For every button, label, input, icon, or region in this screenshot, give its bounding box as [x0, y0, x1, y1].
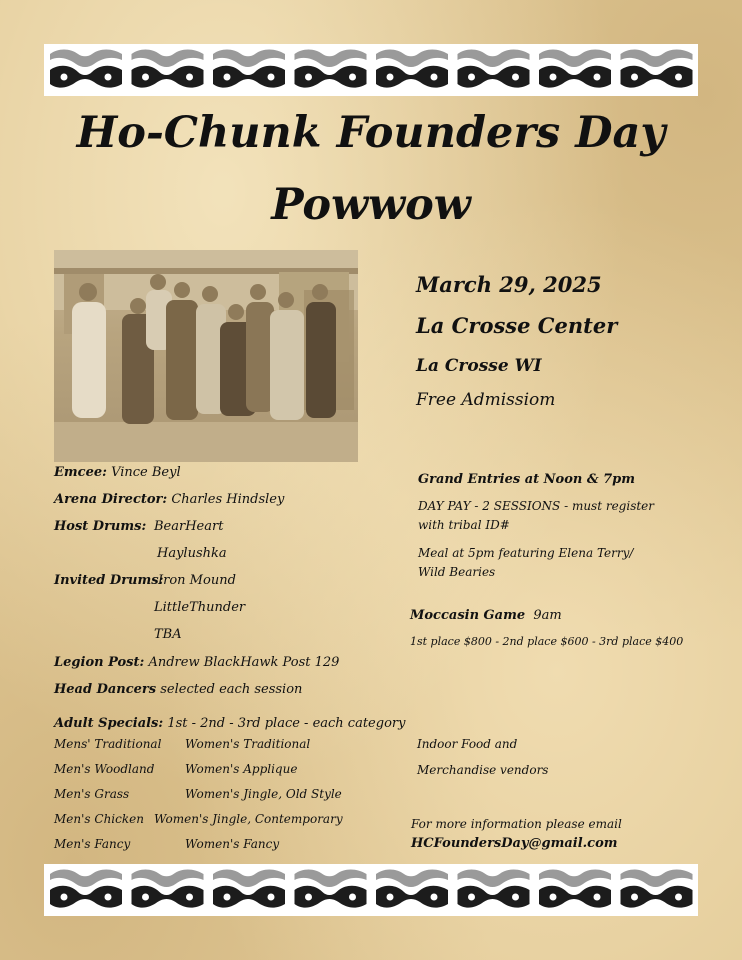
emcee-line — [54, 465, 181, 480]
arena-director-value: Charles Hindsley — [171, 492, 285, 507]
category-men-2: Men's Woodland — [54, 762, 155, 776]
category-women-2: Women's Applique — [185, 762, 298, 776]
invited-drum-2: LittleThunder — [154, 600, 246, 615]
category-men-5: Men's Fancy — [54, 837, 131, 851]
vendors-line-2: Merchandise vendors — [417, 763, 549, 777]
adult-specials-value: 1st - 2nd - 3rd place - each category — [167, 716, 406, 731]
invited-drums-label: Invited Drums: — [54, 573, 164, 588]
head-dancers-line — [54, 682, 302, 697]
category-women-1: Women's Traditional — [185, 737, 311, 751]
host-drums-label: Host Drums: — [54, 519, 147, 534]
category-men-4: Men's Chicken — [54, 812, 144, 826]
adult-specials-label: Adult Specials: — [54, 716, 164, 731]
event-admission: Free Admissiom — [416, 390, 556, 410]
moccasin-game-time: 9am — [533, 608, 562, 623]
top-decorative-border — [44, 44, 698, 96]
contact-email[interactable]: HCFoundersDay@gmail.com — [411, 836, 618, 851]
meal-line-1: Meal at 5pm featuring Elena Terry/ — [418, 546, 634, 560]
head-dancers-label: Head Dancers — [54, 682, 157, 697]
arena-director-label: Arena Director: — [54, 492, 168, 507]
arena-director-line — [54, 492, 284, 507]
legion-post-label: Legion Post: — [54, 655, 145, 670]
invited-drum-3: TBA — [154, 627, 182, 642]
title-line-1: Ho-Chunk Founders Day — [76, 108, 666, 158]
border-pattern — [44, 44, 698, 96]
moccasin-game-label: Moccasin Game — [410, 608, 526, 623]
moccasin-game-line — [410, 608, 562, 623]
category-women-5: Women's Fancy — [185, 837, 280, 851]
meal-line-2: Wild Bearies — [418, 565, 496, 579]
adult-specials-line — [54, 716, 405, 731]
category-women-3: Women's Jingle, Old Style — [185, 787, 342, 801]
day-pay-line-1: DAY PAY - 2 SESSIONS - must register — [418, 499, 655, 513]
host-drum-2: Haylushka — [157, 546, 227, 561]
category-women-4: Women's Jingle, Contemporary — [154, 812, 343, 826]
category-men-3: Men's Grass — [54, 787, 130, 801]
bottom-decorative-border — [44, 864, 698, 916]
event-city: La Crosse WI — [416, 356, 542, 376]
emcee-value: Vince Beyl — [111, 465, 181, 480]
head-dancers-value: selected each session — [160, 682, 303, 697]
info-line: For more information please email — [411, 817, 622, 831]
event-date: March 29, 2025 — [416, 272, 602, 297]
legion-post-line — [54, 655, 339, 670]
day-pay-line-2: with tribal ID# — [418, 518, 510, 532]
historic-group-photo — [54, 250, 358, 462]
event-venue: La Crosse Center — [416, 313, 618, 338]
border-pattern — [44, 864, 698, 916]
legion-post-value: Andrew BlackHawk Post 129 — [148, 655, 340, 670]
category-men-1: Mens' Traditional — [54, 737, 162, 751]
moccasin-prizes: 1st place $800 - 2nd place $600 - 3rd place $400 — [410, 635, 684, 648]
host-drum-1: BearHeart — [154, 519, 224, 534]
title-line-2: Powwow — [271, 180, 471, 230]
emcee-label: Emcee: — [54, 465, 107, 480]
grand-entries: Grand Entries at Noon & 7pm — [418, 472, 636, 487]
invited-drum-1: Iron Mound — [158, 573, 236, 588]
vendors-line-1: Indoor Food and — [417, 737, 518, 751]
